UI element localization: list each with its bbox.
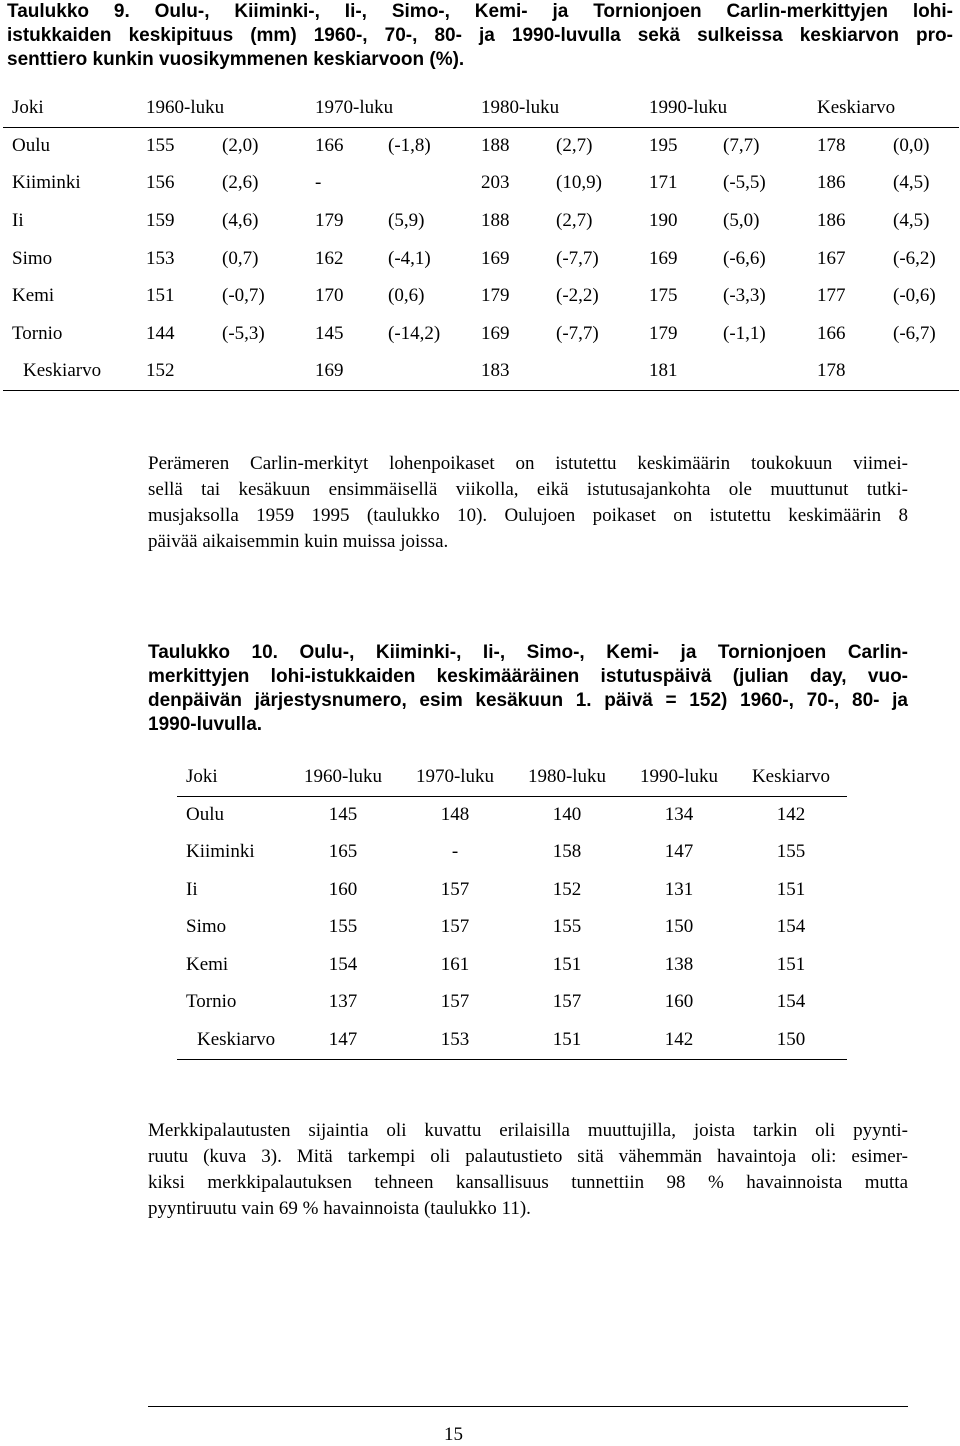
cell-value: 179: [481, 285, 510, 307]
caption-line: senttiero kunkin vuosikymmenen keskiarvoon (%).: [7, 49, 465, 70]
cell-value: 178: [817, 353, 893, 391]
column-header-joki: Joki: [3, 90, 146, 127]
cell-percent: (4,6): [222, 209, 259, 231]
caption-line: 1990-luvulla.: [148, 714, 263, 735]
cell-value: 131: [664, 878, 694, 900]
cell-value: 147: [287, 1021, 399, 1059]
row-name: Kemi: [12, 285, 55, 307]
caption-line: istukkaiden keskipituus (mm) 1960-, 70-, 80- ja 1990-luvulla sekä sulkeissa keskiarvon pro-: [7, 25, 953, 46]
table-row: [177, 946, 847, 984]
cell-percent: (2,7): [556, 209, 593, 231]
cell-value: 178: [817, 135, 846, 157]
page-number: 15: [444, 1424, 463, 1445]
cell-percent: (5,9): [388, 209, 425, 231]
cell-value: 148: [440, 804, 470, 825]
row-name: Oulu: [186, 804, 224, 825]
cell-value: 179: [649, 322, 678, 344]
column-header-keskiarvo: Keskiarvo: [735, 758, 847, 796]
table-row: [3, 277, 959, 315]
cell-value: 186: [817, 209, 846, 231]
cell-value: 162: [315, 247, 344, 269]
table10-caption: [148, 641, 908, 737]
caption-line: Taulukko 9. Oulu-, Kiiminki-, Ii-, Simo-, Kemi- ja Tornionjoen Carlin-merkittyjen lohi-: [7, 1, 953, 22]
cell-value: 165: [328, 841, 358, 863]
paragraph-line: ruutu (kuva 3). Mitä tarkempi oli palautustieto sitä vähemmän havaintoja oli: esimer-: [148, 1146, 908, 1167]
column-header-1990: 1990-luku: [623, 758, 735, 796]
caption-line: merkittyjen lohi-istukkaiden keskimääräinen istutuspäivä (julian day, vuo-: [148, 666, 908, 687]
cell-percent: (-6,2): [893, 247, 936, 269]
row-name: Simo: [12, 247, 53, 269]
table-row: [3, 240, 959, 278]
cell-value: 183: [481, 353, 556, 391]
table9-average-row: [3, 353, 959, 391]
cell-percent: (-2,2): [556, 285, 599, 307]
cell-value: 153: [399, 1021, 511, 1059]
cell-value: 169: [481, 247, 510, 269]
cell-value: 161: [440, 953, 470, 975]
cell-value: 166: [315, 135, 344, 157]
cell-value: 166: [817, 322, 846, 344]
table-row: [177, 834, 847, 872]
cell-value: 171: [649, 172, 678, 194]
cell-percent: (4,5): [893, 209, 930, 231]
cell-value: 151: [776, 953, 806, 975]
cell-value: 156: [146, 172, 175, 194]
cell-percent: (-6,7): [893, 322, 936, 344]
cell-value: 151: [146, 285, 175, 307]
column-header-1970: 1970-luku: [399, 758, 511, 796]
cell-percent: [388, 353, 481, 391]
cell-percent: (2,7): [556, 135, 593, 157]
row-name: Kemi: [186, 953, 229, 975]
cell-value: 153: [146, 247, 175, 269]
cell-value: 157: [440, 878, 470, 900]
cell-percent: (-3,3): [723, 285, 766, 307]
cell-value: 170: [315, 285, 344, 307]
cell-value: 145: [328, 804, 358, 825]
cell-value: 160: [328, 878, 358, 900]
cell-value: 155: [776, 841, 806, 863]
cell-value: 142: [623, 1021, 735, 1059]
cell-value: 154: [328, 953, 358, 975]
table-row: [177, 871, 847, 909]
table10: [177, 758, 847, 1060]
paragraph-line: Perämeren Carlin-merkityt lohenpoikaset on istutettu keskimäärin toukokuun viimei-: [148, 453, 908, 474]
cell-value: 158: [552, 841, 582, 863]
cell-value: 154: [776, 916, 806, 938]
column-header-1990: 1990-luku: [649, 90, 817, 127]
cell-value: 151: [776, 878, 806, 900]
cell-percent: (0,0): [893, 135, 930, 157]
cell-value: 145: [315, 322, 344, 344]
footer-rule: [148, 1406, 908, 1407]
cell-value: 155: [328, 916, 358, 938]
cell-value: 157: [440, 991, 470, 1013]
cell-value: 144: [146, 322, 175, 344]
cell-value: 159: [146, 209, 175, 231]
column-header-1970: 1970-luku: [315, 90, 481, 127]
row-name: Tornio: [186, 991, 237, 1013]
column-header-1960: 1960-luku: [287, 758, 399, 796]
column-header-1980: 1980-luku: [481, 90, 649, 127]
cell-percent: (7,7): [723, 135, 760, 157]
table9-header-row: [3, 90, 959, 127]
row-name: Keskiarvo: [3, 353, 146, 391]
cell-value: 169: [649, 247, 678, 269]
cell-value: 179: [315, 209, 344, 231]
cell-value: 195: [649, 135, 678, 157]
cell-value: 152: [552, 878, 582, 900]
cell-value: 150: [664, 916, 694, 938]
cell-value: 137: [328, 991, 358, 1013]
table-row: [3, 315, 959, 353]
cell-value: 157: [440, 916, 470, 938]
cell-value: 155: [146, 135, 175, 157]
table9-caption: [7, 0, 953, 72]
cell-value: 181: [649, 353, 723, 391]
cell-percent: (-1,8): [388, 135, 431, 157]
table-row: [177, 796, 847, 834]
row-name: Simo: [186, 916, 227, 938]
cell-percent: (-0,7): [222, 285, 265, 307]
cell-value: 175: [649, 285, 678, 307]
cell-value: 167: [817, 247, 846, 269]
column-header-keskiarvo: Keskiarvo: [817, 90, 959, 127]
table-row: [3, 127, 959, 165]
cell-percent: [556, 353, 649, 391]
cell-percent: [388, 165, 481, 203]
cell-percent: [222, 353, 315, 391]
cell-value: 169: [481, 322, 510, 344]
row-name: Keskiarvo: [177, 1021, 287, 1059]
cell-value: 147: [664, 841, 694, 863]
cell-value: 154: [776, 991, 806, 1013]
body-paragraph-2: [148, 1118, 908, 1222]
cell-value: -: [315, 172, 322, 194]
cell-value: 186: [817, 172, 846, 194]
paragraph-line: pyyntiruutu vain 69 % havainnoista (taulukko 11).: [148, 1198, 531, 1219]
row-name: Ii: [12, 209, 24, 231]
cell-percent: (10,9): [556, 172, 602, 194]
table-row: [177, 984, 847, 1022]
caption-line: denpäivän järjestysnumero, esim kesäkuun 1. päivä = 152) 1960-, 70-, 80- ja: [148, 690, 908, 711]
cell-value: 155: [552, 916, 582, 938]
table10-header-row: [177, 758, 847, 796]
table-row: [3, 202, 959, 240]
row-name: Kiiminki: [186, 841, 255, 863]
cell-percent: (0,6): [388, 285, 425, 307]
row-name: Tornio: [12, 322, 63, 344]
cell-value: 150: [735, 1021, 847, 1059]
cell-percent: (2,6): [222, 172, 259, 194]
cell-value: 177: [817, 285, 846, 307]
cell-value: 142: [776, 804, 806, 825]
cell-percent: (-5,3): [222, 322, 265, 344]
cell-percent: (-4,1): [388, 247, 431, 269]
cell-percent: (0,7): [222, 247, 259, 269]
cell-value: 157: [552, 991, 582, 1013]
cell-value: 203: [481, 172, 510, 194]
cell-percent: (-7,7): [556, 322, 599, 344]
column-header-1980: 1980-luku: [511, 758, 623, 796]
table9: [3, 90, 959, 391]
cell-value: -: [451, 841, 459, 863]
cell-percent: [723, 353, 817, 391]
caption-line: Taulukko 10. Oulu-, Kiiminki-, Ii-, Simo-, Kemi- ja Tornionjoen Carlin-: [148, 642, 908, 663]
column-header-joki: Joki: [177, 758, 287, 796]
cell-percent: (-5,5): [723, 172, 766, 194]
cell-percent: [893, 353, 959, 391]
paragraph-line: kiksi merkkipalautuksen tehneen kansallisuus tunnettiin 98 % havainnoista mutta: [148, 1172, 908, 1193]
row-name: Oulu: [12, 135, 50, 157]
cell-value: 151: [552, 953, 582, 975]
body-paragraph-1: [148, 451, 908, 555]
cell-percent: (5,0): [723, 209, 760, 231]
paragraph-line: päivää aikaisemmin kuin muissa joissa.: [148, 531, 449, 552]
table10-average-row: [177, 1021, 847, 1059]
cell-percent: (-0,6): [893, 285, 936, 307]
cell-value: 169: [315, 353, 388, 391]
cell-percent: (4,5): [893, 172, 930, 194]
column-header-1960: 1960-luku: [146, 90, 315, 127]
cell-value: 160: [664, 991, 694, 1013]
row-name: Ii: [186, 878, 198, 900]
cell-value: 188: [481, 209, 510, 231]
cell-value: 138: [664, 953, 694, 975]
cell-value: 140: [552, 804, 582, 825]
cell-value: 188: [481, 135, 510, 157]
cell-percent: (2,0): [222, 135, 259, 157]
cell-percent: (-14,2): [388, 322, 441, 344]
cell-value: 190: [649, 209, 678, 231]
cell-value: 134: [664, 804, 694, 825]
cell-percent: (-6,6): [723, 247, 766, 269]
paragraph-line: sellä tai kesäkuun ensimmäisellä viikolla, eikä istutusajankohta ole muuttunut tutki-: [148, 479, 908, 500]
table-row: [177, 909, 847, 947]
cell-percent: (-1,1): [723, 322, 766, 344]
paragraph-line: musjaksolla 1959 1995 (taulukko 10). Oulujoen poikaset on istutettu keskimäärin 8: [148, 505, 908, 526]
cell-percent: (-7,7): [556, 247, 599, 269]
row-name: Kiiminki: [12, 172, 81, 194]
cell-value: 152: [146, 353, 222, 391]
table-row: [3, 165, 959, 203]
cell-value: 151: [511, 1021, 623, 1059]
paragraph-line: Merkkipalautusten sijaintia oli kuvattu erilaisilla muuttujilla, joista tarkin oli pyynti-: [148, 1120, 908, 1141]
